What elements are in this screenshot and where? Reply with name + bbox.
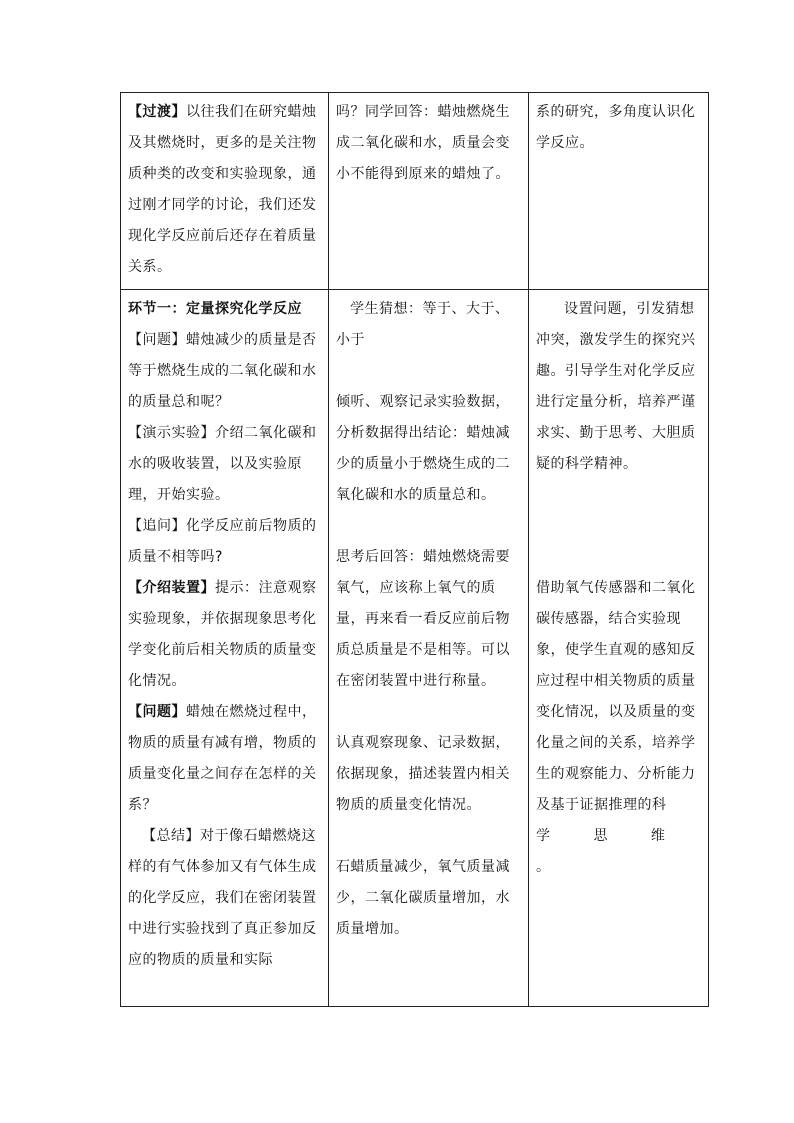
student-activity-cell — [329, 290, 529, 1007]
teacher-activity-cell — [121, 290, 329, 1007]
spacer — [536, 480, 702, 511]
lesson-plan-table — [120, 92, 709, 1007]
paragraph: 设置问题，引发猜想冲突，激发学生的探究兴趣。引导学生对化学反应进行定量分析，培养严谨求实、勤于思考、大胆质疑的科学精神。 — [536, 301, 696, 472]
spacer — [336, 697, 522, 728]
design-intent-cell — [529, 93, 709, 290]
paragraph — [128, 821, 322, 976]
paragraph-text: 介绍二氧化碳和水的吸收装置，以及实验原理，开始实验。 — [128, 425, 317, 503]
table-row — [121, 290, 709, 1007]
teacher-activity-cell — [121, 93, 329, 290]
paragraph: 倾听、观察记录实验数据，分析数据得出结论：蜡烛减少的质量小于燃烧生成的二氧化碳和水的质量总和。 — [336, 394, 510, 503]
paragraph — [128, 97, 322, 283]
spacer — [336, 821, 522, 852]
paragraph — [128, 325, 322, 418]
paragraph — [128, 418, 322, 511]
paragraph: 学生猜想：等于、大于、小于 — [336, 301, 510, 348]
section-tag: 【问题】 — [128, 332, 186, 348]
paragraph: 借助氧气传感器和二氧化碳传感器，结合实验现象，使学生直观的感知反应过程中相关物质的质量变化情况，以及质量的变化量之间的关系，培养学生的观察能力、分析能力及基于证据推理的科 — [536, 580, 696, 813]
spacer — [536, 542, 702, 573]
paragraph: 系的研究，多角度认识化学反应。 — [536, 104, 696, 151]
spacer — [536, 511, 702, 542]
student-activity-cell — [329, 93, 529, 290]
section-tag: 【演示实验】 — [128, 425, 215, 441]
paragraph-text: 蜡烛减少的质量是否等于燃烧生成的二氧化碳和水的质量总和呢？ — [128, 332, 317, 410]
paragraph-text: 提示：注意观察实验现象，并依据现象思考化学变化前后相关物质的质量变化情况。 — [128, 580, 317, 689]
paragraph-text: 蜡烛在燃烧过程中，物质的质量有减有增，物质的质量变化量之间存在怎样的关系？ — [128, 704, 317, 813]
paragraph: 思考后回答：蜡烛燃烧需要氧气，应该称上氧气的质量，再来看一看反应前后物质总质量是不是相等。可以在密闭装置中进行称量。 — [336, 549, 510, 689]
paragraph-text: 对于像石蜡燃烧这样的有气体参加又有气体生成的化学反应，我们在密闭装置中进行实验找到了真正参加反应的物质的质量和实际 — [128, 828, 317, 968]
design-intent-cell — [529, 290, 709, 1007]
section-tag: 【总结】 — [142, 828, 200, 844]
paragraph-text: 以往我们在研究蜡烛及其燃烧时，更多的是关注物质种类的改变和实验现象，通过刚才同学的讨论，我们还发现化学反应前后还存在着质量关系。 — [128, 104, 317, 275]
paragraph — [128, 573, 322, 697]
table-row — [121, 93, 709, 290]
paragraph: 石蜡质量减少，氧气质量减少，二氧化碳质量增加，水质量增加。 — [336, 859, 510, 937]
section-tag: 【问题】 — [128, 704, 186, 720]
paragraph: 吗？同学回答：蜡烛燃烧生成二氧化碳和水，质量会变小不能得到原来的蜡烛了。 — [336, 104, 510, 182]
paragraph-last-line: 学 思 维 。 — [536, 828, 666, 875]
spacer — [336, 511, 522, 542]
paragraph — [128, 697, 322, 821]
section-heading: 环节一：定量探究化学反应 — [128, 301, 302, 317]
paragraph — [128, 511, 322, 573]
section-tag: 【过渡】 — [128, 104, 186, 120]
section-tag: 【追问】 — [128, 518, 186, 534]
paragraph: 认真观察现象、记录数据，依据现象，描述装置内相关物质的质量变化情况。 — [336, 735, 510, 813]
section-tag: 【介绍装置】 — [128, 580, 215, 596]
spacer — [336, 356, 522, 387]
paragraph-text: 化学反应前后物质的质量不相等吗? — [128, 518, 317, 565]
